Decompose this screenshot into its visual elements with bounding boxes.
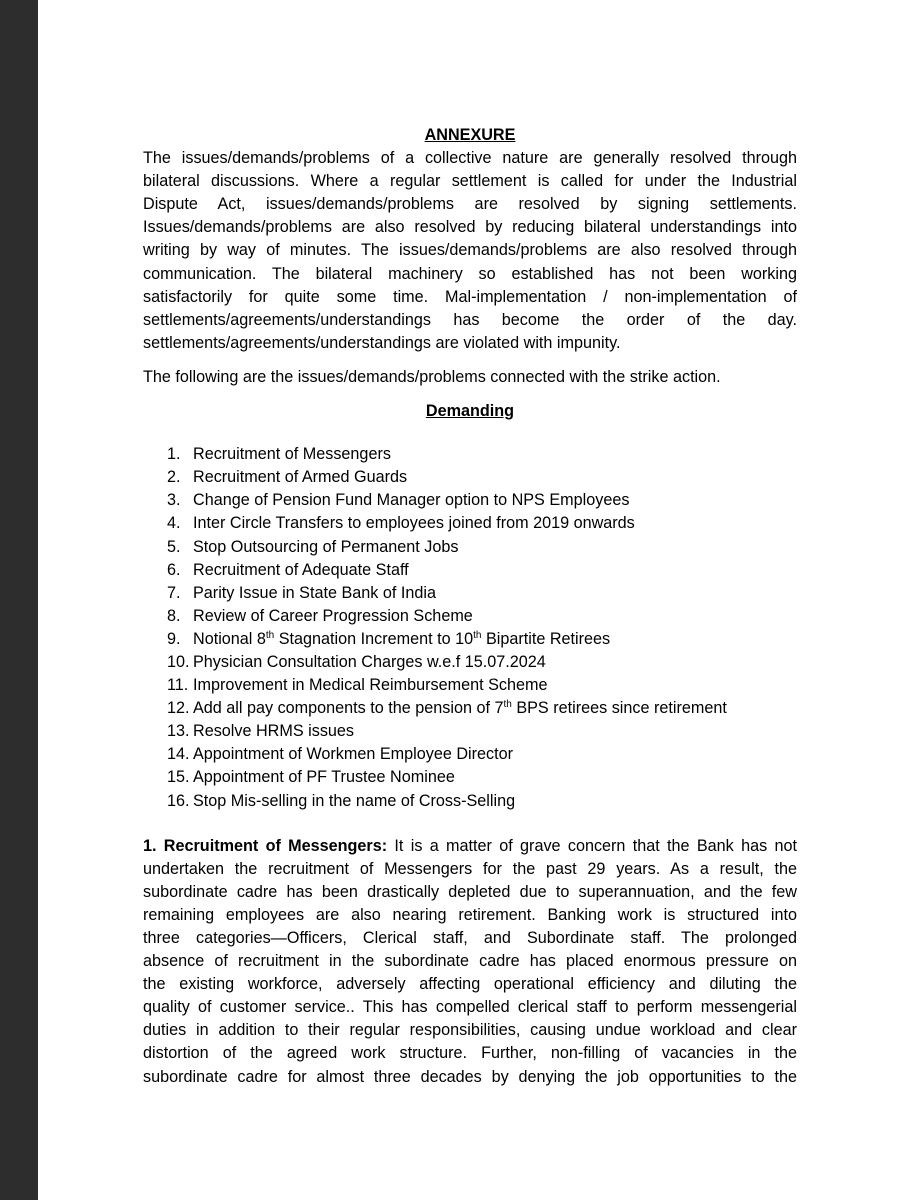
demand-text [193, 628, 610, 651]
demand-number: 12. [167, 699, 190, 718]
section-line: subordinate cadre has been drastically depleted due to superannuation, and the few [143, 882, 797, 901]
demand-text-part: Bipartite Retirees [481, 629, 611, 648]
demand-number: 4. [167, 514, 181, 533]
demand-text: Recruitment of Armed Guards [193, 468, 408, 487]
demand-text-part: Stagnation Increment to 10 [274, 629, 474, 648]
demand-text [193, 697, 727, 720]
section-recruitment-of-messengers [143, 835, 797, 1089]
demand-text: Resolve HRMS issues [193, 722, 355, 741]
intro-line: communication. The bilateral machinery so established has not been working [143, 264, 797, 283]
following-paragraph: The following are the issues/demands/problems connected with the strike action. [143, 367, 721, 386]
viewer-left-edge [0, 0, 38, 1200]
demanding-heading: Demanding [425, 402, 515, 421]
ordinal-suffix: th [503, 699, 512, 711]
section-line: distortion of the agreed work structure. Further, non-filling of vacancies in the [143, 1044, 797, 1063]
demand-number: 6. [167, 560, 181, 579]
section-line: undertaken the recruitment of Messengers for the past 29 years. As a result, the [143, 859, 797, 878]
intro-line: satisfactorily for quite some time. Mal-implementation / non-implementation of [143, 287, 797, 306]
demand-text: Physician Consultation Charges w.e.f 15.07.2024 [193, 652, 546, 671]
ordinal-suffix: th [265, 629, 275, 641]
demand-number: 7. [167, 583, 181, 602]
demand-text-part: Notional 8 [193, 629, 266, 648]
section-line: subordinate cadre for almost three decades by denying the job opportunities to the [143, 1067, 797, 1086]
demand-item [167, 720, 797, 743]
demand-number: 9. [167, 629, 181, 648]
demand-number: 5. [167, 537, 181, 556]
demand-text: Appointment of PF Trustee Nominee [193, 768, 455, 787]
intro-line: settlements/agreements/understandings are violated with impunity. [143, 333, 621, 352]
demand-text: Stop Outsourcing of Permanent Jobs [193, 537, 459, 556]
demand-item [167, 489, 797, 512]
section-line: remaining employees are also nearing retirement. Banking work is structured into [143, 905, 797, 924]
document-page [38, 0, 904, 1200]
ordinal-suffix: th [473, 629, 482, 641]
demand-text: Improvement in Medical Reimbursement Scheme [193, 676, 548, 695]
demand-text-part: Add all pay components to the pension of 7 [193, 699, 504, 718]
intro-line: settlements/agreements/understandings has become the order of the day. [143, 310, 797, 329]
section-title: 1. Recruitment of Messengers: [143, 836, 388, 855]
demand-number: 13. [167, 722, 190, 741]
intro-line: writing by way of minutes. The issues/demands/problems are also resolved through [143, 241, 797, 260]
demand-item [167, 766, 797, 789]
demand-item [167, 443, 797, 466]
demand-number: 2. [167, 468, 181, 487]
demand-item [167, 697, 797, 720]
demand-text: Change of Pension Fund Manager option to NPS Employees [193, 491, 630, 510]
demand-item [167, 466, 797, 489]
demand-number: 10. [167, 652, 190, 671]
demand-number: 1. [167, 445, 181, 464]
intro-paragraph [143, 147, 797, 355]
demand-number: 8. [167, 606, 181, 625]
section-first-line [143, 835, 797, 858]
demand-item [167, 651, 797, 674]
intro-line: Issues/demands/problems are also resolved by reducing bilateral understandings into [143, 218, 797, 237]
demand-number: 14. [167, 745, 190, 764]
section-line: duties in addition to their regular responsibilities, causing undue workload and clear [143, 1021, 797, 1040]
demands-list [143, 443, 797, 813]
demand-item [167, 605, 797, 628]
page-title: ANNEXURE [424, 126, 516, 144]
demand-number: 3. [167, 491, 181, 510]
section-line: quality of customer service.. This has compelled clerical staff to perform messengerial [143, 998, 797, 1017]
demand-item [167, 674, 797, 697]
document-content [143, 124, 797, 1089]
demand-text-part: BPS retirees since retirement [511, 699, 727, 718]
demand-text: Appointment of Workmen Employee Director [193, 745, 513, 764]
demand-item [167, 512, 797, 535]
section-line: the existing workforce, adversely affecting operational efficiency and diluting the [143, 975, 797, 994]
demand-item [167, 628, 797, 651]
demand-number: 16. [167, 791, 190, 810]
demand-text: Parity Issue in State Bank of India [193, 583, 436, 602]
section-line: It is a matter of grave concern that the Bank has not [387, 836, 797, 855]
demand-item [167, 536, 797, 559]
demand-text: Recruitment of Messengers [193, 445, 391, 464]
demand-text: Review of Career Progression Scheme [193, 606, 473, 625]
demand-text: Recruitment of Adequate Staff [193, 560, 409, 579]
section-line: three categories—Officers, Clerical staff, and Subordinate staff. The prolonged [143, 929, 797, 947]
demand-item [167, 790, 797, 813]
intro-line: bilateral discussions. Where a regular settlement is called for under the Industrial [143, 172, 797, 191]
demand-text: Inter Circle Transfers to employees joined from 2019 onwards [193, 514, 635, 533]
intro-line: Dispute Act, issues/demands/problems are resolved by signing settlements. [143, 195, 797, 214]
demand-number: 11. [167, 676, 189, 695]
demand-item [167, 559, 797, 582]
demand-text: Stop Mis-selling in the name of Cross-Selling [193, 791, 516, 810]
demand-item [167, 582, 797, 605]
section-line: absence of recruitment in the subordinate cadre has placed enormous pressure on [143, 952, 797, 971]
demand-number: 15. [167, 768, 190, 787]
intro-line: The issues/demands/problems of a collective nature are generally resolved through [143, 149, 797, 168]
demand-item [167, 743, 797, 766]
